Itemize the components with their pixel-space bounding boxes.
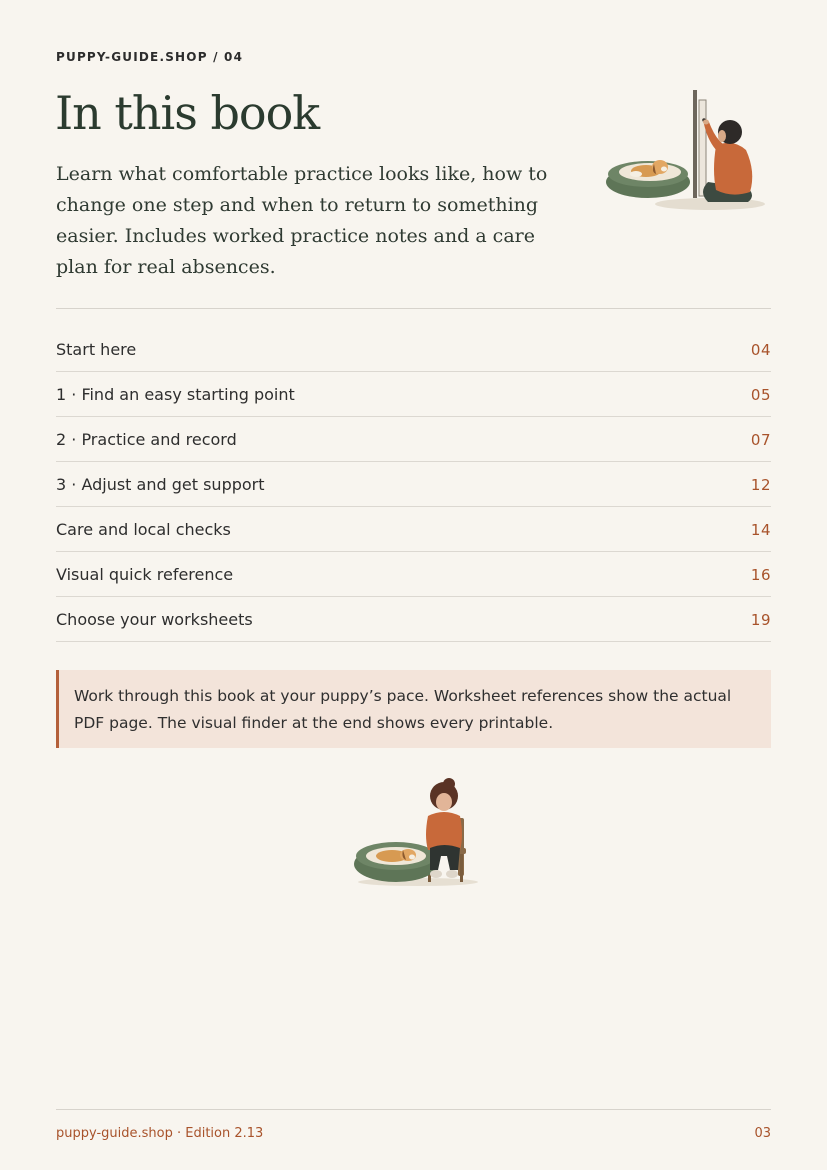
footer-divider <box>56 1109 771 1110</box>
toc-item-page: 19 <box>750 610 771 629</box>
header-divider <box>56 308 771 309</box>
toc-item-choose-worksheets[interactable] <box>56 597 771 642</box>
toc-item-label: 1 · Find an easy starting point <box>56 385 295 404</box>
toc-item-visual-reference[interactable] <box>56 552 771 597</box>
person-with-sleeping-puppy-illustration <box>348 776 483 891</box>
toc-item-care-and-checks[interactable] <box>56 507 771 552</box>
footer-site-edition: puppy-guide.shop · Edition 2.13 <box>56 1126 264 1141</box>
toc-item-start-here[interactable] <box>56 327 771 372</box>
toc-item-label: 2 · Practice and record <box>56 430 237 449</box>
person-at-door-illustration <box>600 86 765 216</box>
note-callout: Work through this book at your puppy’s pace. Worksheet references show the actual PDF page. The visual finder at the end shows every printable. <box>56 670 771 748</box>
toc-item-practice-and-record[interactable] <box>56 417 771 462</box>
toc-item-page: 05 <box>750 385 771 404</box>
toc-item-label: Start here <box>56 340 137 359</box>
footer-page-number: 03 <box>754 1126 771 1141</box>
toc-item-page: 04 <box>750 340 771 359</box>
toc-item-label: 3 · Adjust and get support <box>56 475 265 494</box>
toc-item-label: Care and local checks <box>56 520 231 539</box>
toc-item-label: Visual quick reference <box>56 565 234 584</box>
toc-item-page: 16 <box>750 565 771 584</box>
site-eyebrow: PUPPY-GUIDE.SHOP / 04 <box>56 50 244 64</box>
intro-paragraph: Learn what comfortable practice looks like, how to change one step and when to return to something easier. Includes worked practice notes and a care plan for real absences. <box>56 163 548 278</box>
table-of-contents <box>56 327 771 642</box>
toc-item-adjust-and-support[interactable] <box>56 462 771 507</box>
page-title: In this book <box>55 86 320 140</box>
toc-item-label: Choose your worksheets <box>56 610 253 629</box>
toc-item-page: 07 <box>750 430 771 449</box>
toc-item-find-starting-point[interactable] <box>56 372 771 417</box>
toc-item-page: 12 <box>750 475 771 494</box>
toc-item-page: 14 <box>750 520 771 539</box>
